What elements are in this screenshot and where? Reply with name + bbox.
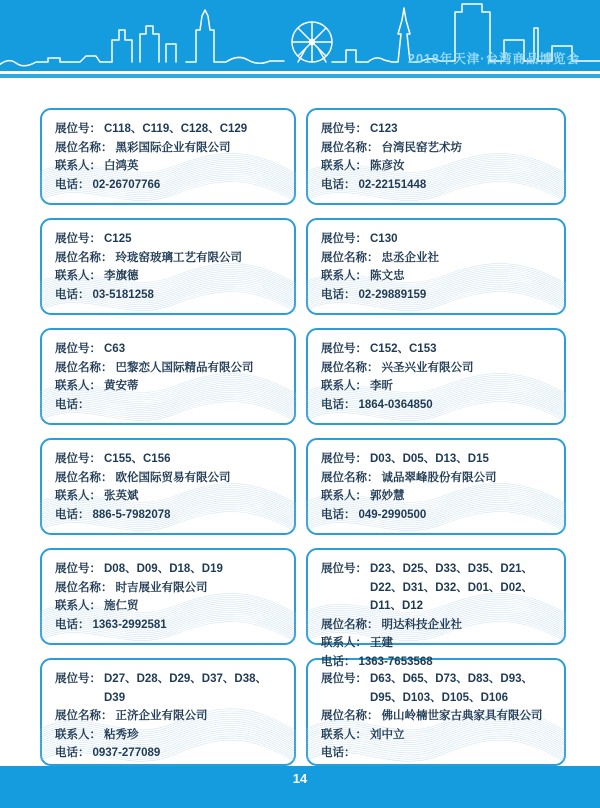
- phone-value: 02-26707766: [92, 178, 161, 191]
- phone-value: [93, 396, 286, 415]
- contact-label: 联系人：: [55, 600, 101, 613]
- booth-number-value: C152、C153: [370, 343, 437, 355]
- card-rows: [308, 440, 564, 524]
- contact-value: 陈文忠: [370, 270, 405, 283]
- phone-label: 电话：: [321, 747, 356, 760]
- booth-number-label: 展位号：: [321, 343, 367, 355]
- booth-number-label: 展位号：: [321, 563, 367, 575]
- contact-value: 白鸿英: [104, 160, 139, 173]
- card-rows: [308, 330, 564, 414]
- booth-number-label: 展位号：: [321, 453, 367, 465]
- contact-label: 联系人：: [55, 270, 101, 283]
- booth-number-value: C125: [104, 233, 132, 245]
- contact-label: 联系人：: [55, 728, 101, 741]
- page-number: 14: [292, 771, 308, 786]
- contact-label: 联系人：: [321, 637, 367, 650]
- booth-name-value: 黑彩国际企业有限公司: [115, 141, 231, 154]
- phone-value: 886-5-7982078: [92, 508, 171, 521]
- booth-name-value: 玲珑窑玻璃工艺有限公司: [115, 251, 242, 264]
- booth-name-value: 兴圣兴业有限公司: [381, 361, 474, 374]
- header-banner: [0, 0, 600, 71]
- card-rows: [42, 330, 294, 414]
- phone-value: 0937-277089: [92, 747, 161, 760]
- booth-number-label: 展位号：: [321, 123, 367, 135]
- phone-label: 电话：: [55, 398, 90, 411]
- contact-value: 李昕: [370, 380, 393, 393]
- booth-number-label: 展位号：: [55, 673, 101, 685]
- phone-value: 02-29889159: [358, 288, 427, 301]
- expo-title: 2018年天津·台湾商品博览会: [408, 52, 580, 66]
- booth-card: [306, 328, 566, 425]
- card-rows: [42, 220, 294, 304]
- phone-label: 电话：: [55, 288, 90, 301]
- booth-card: [306, 658, 566, 766]
- booth-card: [306, 108, 566, 205]
- booth-number-value: D03、D05、D13、D15: [370, 453, 489, 465]
- booth-number-label: 展位号：: [55, 233, 101, 245]
- phone-label: 电话：: [321, 178, 356, 191]
- card-rows: [42, 440, 294, 524]
- phone-label: 电话：: [55, 618, 90, 631]
- contact-label: 联系人：: [321, 270, 367, 283]
- phone-label: 电话：: [321, 288, 356, 301]
- card-rows: [308, 660, 564, 763]
- booth-card: [40, 218, 296, 315]
- booth-number-value: C155、C156: [104, 453, 171, 465]
- booth-name-value: 佛山岭楠世家古典家具有限公司: [381, 710, 543, 723]
- contact-value: 陈彦汝: [370, 160, 405, 173]
- booth-name-label: 展位名称：: [321, 251, 379, 264]
- booth-card: [40, 108, 296, 205]
- booth-card: [306, 438, 566, 535]
- booth-name-label: 展位名称：: [55, 581, 113, 594]
- card-rows: [42, 110, 294, 194]
- card-rows: [42, 550, 294, 634]
- footer-bar: [0, 766, 600, 808]
- phone-value: 02-22151448: [358, 178, 427, 191]
- contact-value: 刘中立: [370, 728, 405, 741]
- contact-label: 联系人：: [55, 160, 101, 173]
- booth-name-label: 展位名称：: [321, 618, 379, 631]
- booth-name-label: 展位名称：: [321, 710, 379, 723]
- booth-number-label: 展位号：: [321, 233, 367, 245]
- booth-number-value: D08、D09、D18、D19: [104, 563, 223, 575]
- booth-name-value: 忠丞企业社: [381, 251, 439, 264]
- contact-label: 联系人：: [321, 728, 367, 741]
- contact-value: 李旗德: [104, 270, 139, 283]
- phone-value: 1363-7653568: [358, 655, 433, 668]
- booth-name-label: 展位名称：: [321, 141, 379, 154]
- booth-name-value: 时吉展业有限公司: [115, 581, 208, 594]
- contact-label: 联系人：: [55, 490, 101, 503]
- booth-name-value: 正济企业有限公司: [115, 710, 208, 723]
- phone-label: 电话：: [321, 508, 356, 521]
- booth-name-value: 明达科技企业社: [381, 618, 462, 631]
- booth-name-value: 台湾民窑艺术坊: [381, 141, 462, 154]
- phone-label: 电话：: [321, 398, 356, 411]
- contact-value: 王建: [370, 637, 393, 650]
- contact-label: 联系人：: [321, 490, 367, 503]
- phone-label: 电话：: [55, 747, 90, 760]
- booth-number-label: 展位号：: [55, 343, 101, 355]
- contact-label: 联系人：: [321, 160, 367, 173]
- phone-value: 03-5181258: [92, 288, 154, 301]
- card-rows: [42, 660, 294, 763]
- card-rows: [308, 550, 564, 672]
- booth-name-value: 欧伦国际贸易有限公司: [115, 471, 231, 484]
- booth-card: [40, 548, 296, 645]
- contact-value: 施仁贸: [104, 600, 139, 613]
- booth-card: [306, 548, 566, 668]
- phone-value: 049-2990500: [358, 508, 427, 521]
- booth-number-label: 展位号：: [321, 673, 367, 685]
- booth-number-value: C130: [370, 233, 398, 245]
- booth-name-label: 展位名称：: [55, 471, 113, 484]
- contact-value: 张英斌: [104, 490, 139, 503]
- contact-value: 郭妙慧: [370, 490, 405, 503]
- booth-name-label: 展位名称：: [55, 361, 113, 374]
- phone-value: 1363-2992581: [92, 618, 167, 631]
- booth-number-value: D27、D28、D29、D37、D38、D39: [104, 673, 267, 704]
- booth-name-label: 展位名称：: [55, 710, 113, 723]
- booth-name-label: 展位名称：: [55, 141, 113, 154]
- card-rows: [308, 220, 564, 304]
- booth-number-value: C118、C119、C128、C129: [104, 123, 248, 135]
- booth-name-value: 诚品翠峰股份有限公司: [381, 471, 497, 484]
- contact-value: 粘秀珍: [104, 728, 139, 741]
- card-rows: [308, 110, 564, 194]
- phone-value: [359, 744, 556, 763]
- contact-value: 黄安蒂: [104, 380, 139, 393]
- booth-number-label: 展位号：: [55, 453, 101, 465]
- booth-name-label: 展位名称：: [55, 251, 113, 264]
- booth-number-label: 展位号：: [55, 563, 101, 575]
- booth-name-value: 巴黎恋人国际精品有限公司: [115, 361, 254, 374]
- contact-label: 联系人：: [55, 380, 101, 393]
- phone-label: 电话：: [321, 655, 356, 668]
- contact-label: 联系人：: [321, 380, 367, 393]
- booth-number-value: D63、D65、D73、D83、D93、D95、D103、D105、D106: [370, 673, 533, 704]
- booth-number-value: C63: [104, 343, 126, 355]
- booth-card: [306, 218, 566, 315]
- booth-number-value: D23、D25、D33、D35、D21、D22、D31、D32、D01、D02、D11、D12: [370, 563, 533, 613]
- phone-label: 电话：: [55, 508, 90, 521]
- booth-card: [40, 658, 296, 766]
- booth-name-label: 展位名称：: [321, 471, 379, 484]
- booth-number-label: 展位号：: [55, 123, 101, 135]
- booth-card: [40, 328, 296, 425]
- phone-value: 1864-0364850: [358, 398, 433, 411]
- phone-label: 电话：: [55, 178, 90, 191]
- booth-cards-grid: [0, 78, 600, 766]
- booth-card: [40, 438, 296, 535]
- booth-name-label: 展位名称：: [321, 361, 379, 374]
- booth-number-value: C123: [370, 123, 398, 135]
